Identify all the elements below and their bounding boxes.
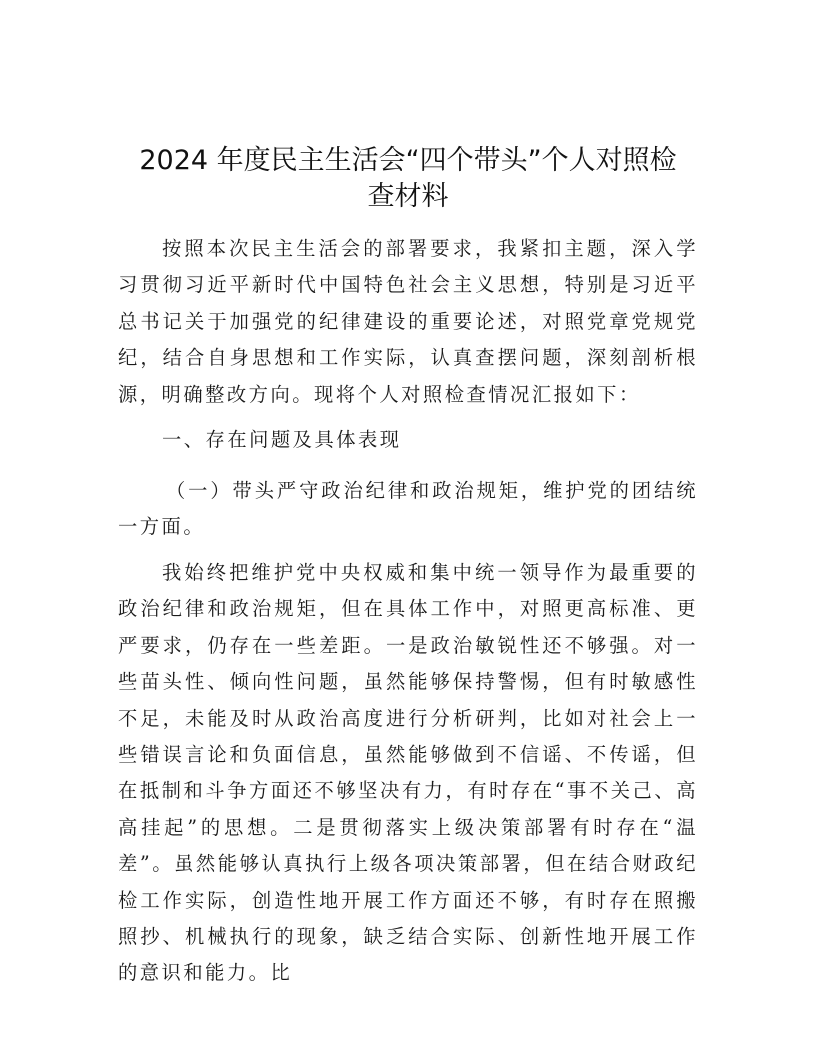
subsection-heading: （一）带头严守政治纪律和政治规矩，维护党的团结统一方面。 bbox=[118, 479, 698, 539]
title-line-1: 2024 年度民主生活会“四个带头”个人对照检 bbox=[139, 145, 677, 176]
title-line-2: 查材料 bbox=[367, 181, 449, 212]
document-title bbox=[100, 143, 716, 215]
intro-paragraph: 按照本次民主生活会的部署要求，我紧扣主题，深入学习贯彻习近平新时代中国特色社会主义思想，特别是习近平总书记关于加强党的纪律建设的重要论述，对照党章党规党纪，结合自身思想和工作实际，认真查摆问题，深刻剖析根源，明确整改方向。现将个人对照检查情况汇报如下： bbox=[118, 237, 698, 406]
section-heading: 一、存在问题及具体表现 bbox=[162, 428, 402, 451]
body-paragraph: 我始终把维护党中央权威和集中统一领导作为最重要的政治纪律和政治规矩，但在具体工作中，对照更高标准、更严要求，仍存在一些差距。一是政治敏锐性还不够强。对一些苗头性、倾向性问题，虽然能够保持警惕，但有时敏感性不足，未能及时从政治高度进行分析研判，比如对社会上一些错误言论和负面信息，虽然能够做到不信谣、不传谣，但在抵制和斗争方面还不够坚决有力，有时存在“事不关己、高高挂起”的思想。二是贯彻落实上级决策部署有时存在“温差”。虽然能够认真执行上级各项决策部署，但在结合财政纪检工作实际，创造性地开展工作方面还不够，有时存在照搬照抄、机械执行的现象，缺乏结合实际、创新性地开展工作的意识和能力。比 bbox=[118, 561, 698, 985]
